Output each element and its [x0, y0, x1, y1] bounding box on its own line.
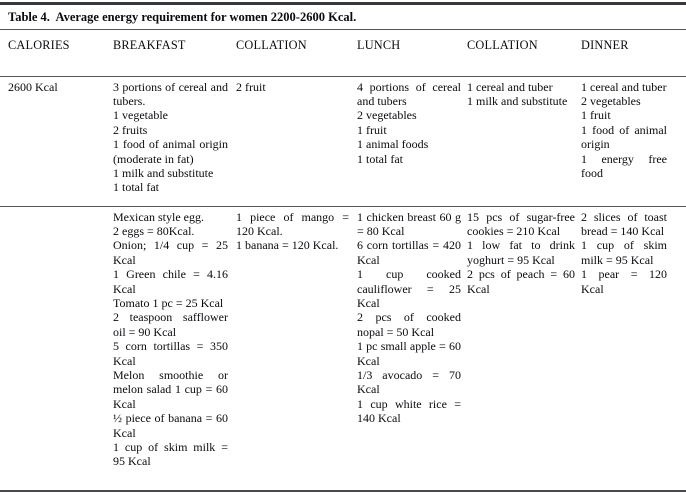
table-cell: [467, 76, 581, 206]
cell-item: 2 vegetables: [357, 108, 417, 123]
cell-item: 1 animal foods: [357, 137, 429, 152]
table-cell: [357, 76, 467, 206]
cell-item: 2 vegetables: [581, 93, 641, 108]
cell-item: 1 cereal and tuber: [467, 79, 553, 94]
cell-item: 6 corn tortillas = 420 Kcal: [357, 238, 461, 267]
table-row: [0, 76, 686, 206]
cell-item: 15 pcs of sugar-free cookies = 210 Kcal: [467, 209, 575, 238]
cell-item: 1 Green chile = 4.16 Kcal: [113, 267, 228, 296]
table-cell: [581, 206, 686, 490]
cell-item: 1 milk and substitute: [467, 93, 568, 108]
cell-item: 1 energy free food: [581, 151, 667, 180]
table-body: [0, 76, 686, 490]
cell-item: 2 teaspoon safflower oil = 90 Kcal: [113, 310, 228, 339]
column-header-collation1: COLLATION: [236, 30, 357, 76]
cell-item: 1 food of animal origin (moderate in fat): [113, 137, 228, 166]
table-cell: [467, 206, 581, 490]
table-cell: [236, 206, 357, 490]
cell-item: 1 total fat: [357, 151, 403, 166]
column-header-breakfast: BREAKFAST: [113, 30, 236, 76]
energy-requirement-table: [0, 30, 686, 490]
cell-item: Melon smoothie or melon salad 1 cup = 60 Kcal: [113, 367, 228, 411]
cell-item: 2600 Kcal: [8, 79, 58, 94]
cell-item: 1 total fat: [113, 180, 159, 195]
cell-item: 1 fruit: [581, 108, 611, 123]
cell-item: 1 banana = 120 Kcal.: [236, 238, 339, 253]
table-cell: [581, 76, 686, 206]
cell-item: 1 food of animal origin: [581, 122, 667, 152]
column-header-collation2: COLLATION: [467, 30, 581, 76]
cell-item: 2 fruit: [236, 79, 266, 94]
table-cell: [113, 76, 236, 206]
cell-item: 1 pc small apple = 60 Kcal: [357, 339, 461, 368]
cell-item: 3 portions of cereal and tubers.: [113, 79, 228, 108]
cell-item: 1 cup of skim milk = 95 Kcal: [113, 440, 228, 469]
cell-item: 1 cup of skim milk = 95 Kcal: [581, 238, 667, 267]
table-4: [0, 2, 686, 492]
cell-item: 2 eggs = 80Kcal.: [113, 223, 195, 238]
column-header-calories: CALORIES: [0, 30, 113, 76]
cell-item: 1 piece of mango = 120 Kcal.: [236, 209, 349, 238]
table-row: [0, 206, 686, 490]
table-cell: [357, 206, 467, 490]
cell-item: 1 cup white rice = 140 Kcal: [357, 396, 461, 426]
table-caption: Table 4. Average energy requirement for women 2200-2600 Kcal.: [0, 5, 686, 30]
cell-item: 1 low fat to drink yoghurt = 95 Kcal: [467, 238, 575, 267]
cell-item: 1 fruit: [357, 122, 387, 137]
table-cell: [236, 76, 357, 206]
cell-item: 2 fruits: [113, 122, 148, 137]
header-row: [0, 30, 686, 76]
cell-item: 1 cereal and tuber: [581, 79, 667, 94]
cell-item: 1 milk and substitute: [113, 165, 214, 180]
cell-item: 1 cup cooked cauliflower = 25 Kcal: [357, 267, 461, 310]
column-header-lunch: LUNCH: [357, 30, 467, 76]
table-cell: [0, 76, 113, 206]
cell-item: 2 pcs of cooked nopal = 50 Kcal: [357, 310, 461, 339]
column-header-dinner: DINNER: [581, 30, 686, 76]
cell-item: 5 corn tortillas = 350 Kcal: [113, 339, 228, 368]
cell-item: 1 pear = 120 Kcal: [581, 267, 667, 296]
cell-item: 2 pcs of peach = 60 Kcal: [467, 267, 575, 296]
cell-item: Mexican style egg.: [113, 209, 204, 224]
cell-item: 1 vegetable: [113, 108, 168, 123]
table-header: [0, 30, 686, 76]
cell-item: Onion; 1/4 cup = 25 Kcal: [113, 238, 228, 267]
cell-item: 4 portions of cereal and tubers: [357, 79, 461, 108]
cell-item: 1 chicken breast 60 g = 80 Kcal: [357, 209, 461, 238]
cell-item: 2 slices of toast bread = 140 Kcal: [581, 209, 667, 238]
table-cell: [0, 206, 113, 490]
cell-item: 1/3 avocado = 70 Kcal: [357, 367, 461, 397]
table-cell: [113, 206, 236, 490]
cell-item: ½ piece of banana = 60 Kcal: [113, 411, 228, 440]
cell-item: Tomato 1 pc = 25 Kcal: [113, 295, 224, 310]
